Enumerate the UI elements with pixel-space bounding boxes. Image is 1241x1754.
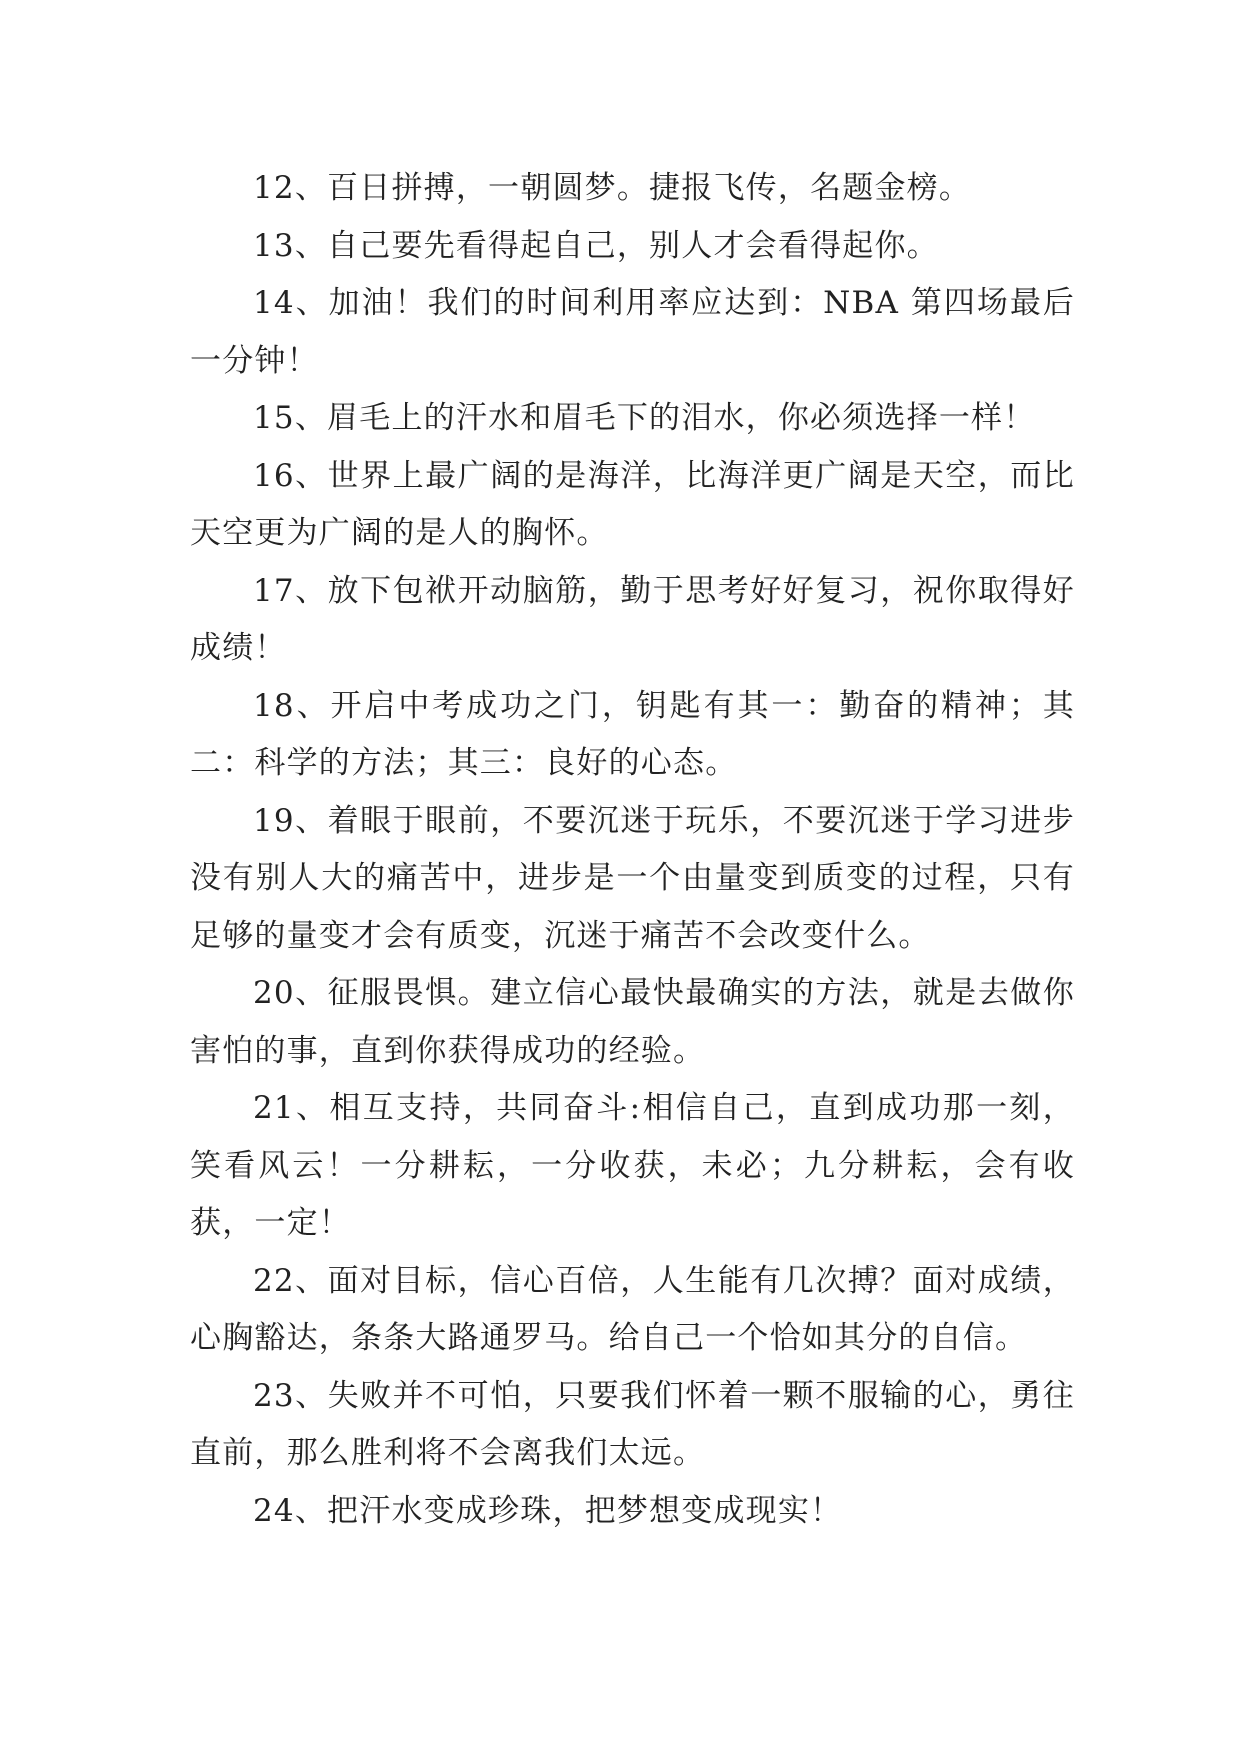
paragraph-13: 13、自己要先看得起自己，别人才会看得起你。 <box>253 227 939 264</box>
paragraph-18: 18、开启中考成功之门，钥匙有其一：勤奋的精神；其二：科学的方法；其三：良好的心态。 <box>190 687 1075 781</box>
paragraph-14: 14、加油！我们的时间利用率应达到：NBA 第四场最后一分钟！ <box>190 285 1075 379</box>
paragraph-22: 22、面对目标，信心百倍，人生能有几次搏？面对成绩，心胸豁达，条条大路通罗马。给自己一个恰如其分的自信。 <box>190 1262 1075 1356</box>
paragraph-21: 21、相互支持，共同奋斗:相信自己，直到成功那一刻，笑看风云！一分耕耘，一分收获，未必；九分耕耘，会有收获，一定！ <box>190 1090 1075 1241</box>
document-body <box>190 160 1075 1540</box>
paragraph-15: 15、眉毛上的汗水和眉毛下的泪水，你必须选择一样！ <box>253 400 1036 436</box>
paragraph-23: 23、失败并不可怕，只要我们怀着一颗不服输的心，勇往直前，那么胜利将不会离我们太远。 <box>190 1377 1075 1471</box>
paragraph-17: 17、放下包袱开动脑筋，勤于思考好好复习，祝你取得好成绩！ <box>190 572 1075 666</box>
paragraph-24: 24、把汗水变成珍珠，把梦想变成现实！ <box>253 1492 843 1529</box>
paragraph-12: 12、百日拼搏，一朝圆梦。捷报飞传，名题金榜。 <box>253 170 972 206</box>
paragraph-19: 19、着眼于眼前，不要沉迷于玩乐，不要沉迷于学习进步没有别人大的痛苦中，进步是一个由量变到质变的过程，只有足够的量变才会有质变，沉迷于痛苦不会改变什么。 <box>190 802 1075 954</box>
paragraph-20: 20、征服畏惧。建立信心最快最确实的方法，就是去做你害怕的事，直到你获得成功的经验。 <box>190 975 1075 1069</box>
paragraph-16: 16、世界上最广阔的是海洋，比海洋更广阔是天空，而比天空更为广阔的是人的胸怀。 <box>190 457 1075 551</box>
